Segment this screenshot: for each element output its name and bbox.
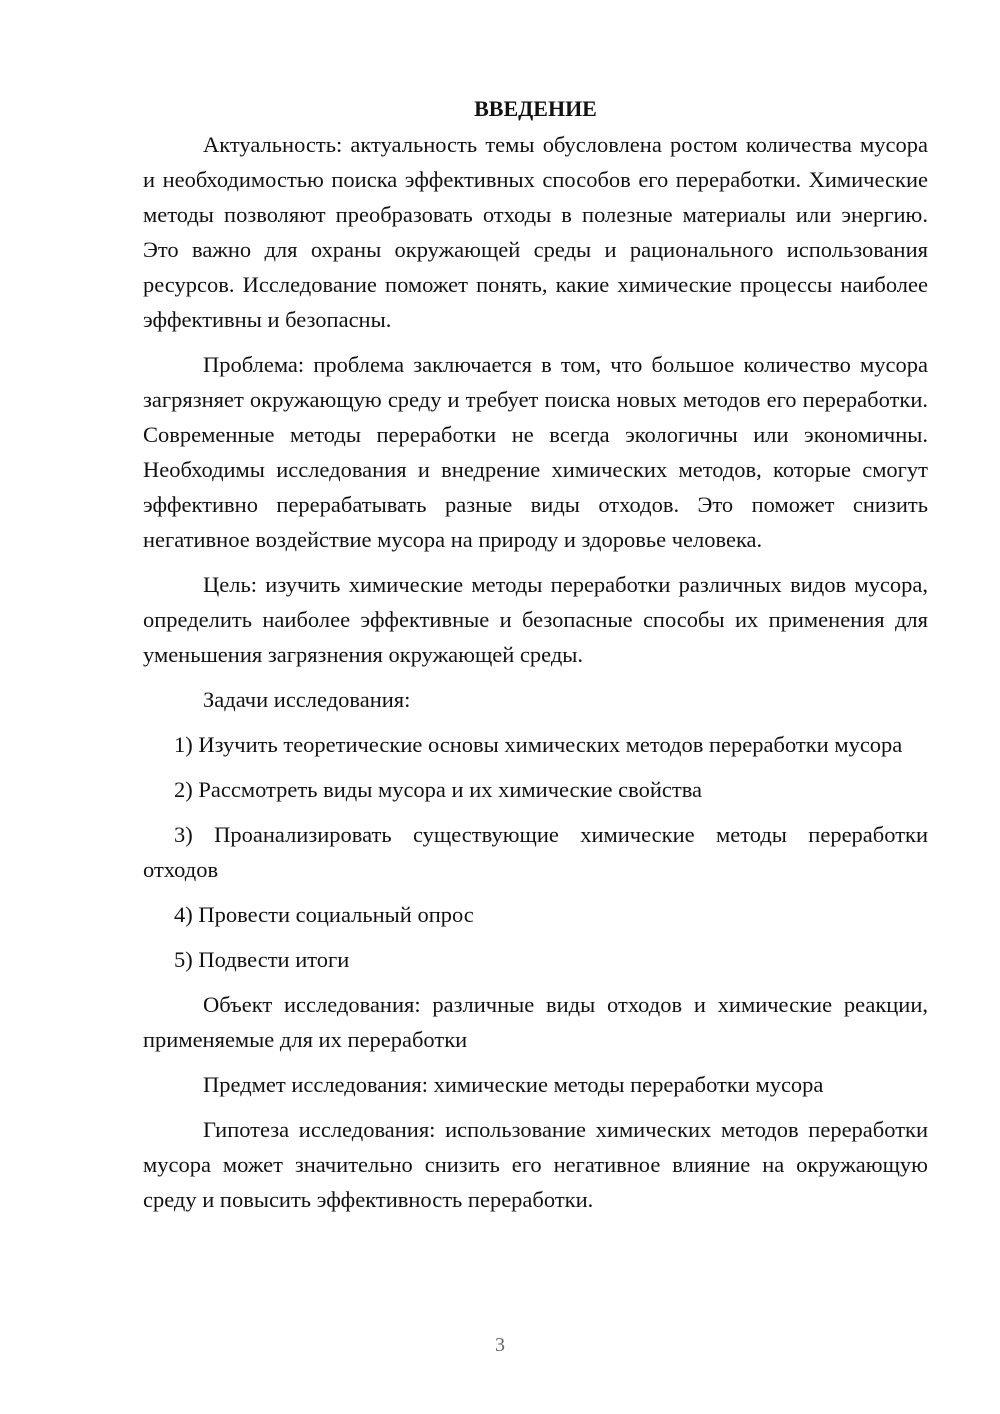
object-paragraph: Объект исследования: различные виды отходов и химические реакции, применяемые для их переработки bbox=[143, 992, 928, 1052]
task-item: 2) Рассмотреть виды мусора и их химические свойства bbox=[174, 777, 703, 802]
tasks-heading: Задачи исследования: bbox=[203, 687, 411, 712]
document-page bbox=[143, 93, 928, 1227]
task-item: 3) Проанализировать существующие химические методы переработки отходов bbox=[143, 822, 928, 882]
task-item: 1) Изучить теоретические основы химических методов переработки мусора bbox=[174, 732, 903, 757]
relevance-paragraph: Актуальность: актуальность темы обусловлена ростом количества мусора и необходимостью поиска эффективных способов его переработки. Химические методы позволяют преобразовать отходы в полезные материалы или энергию. Это важно для охраны окружающей среды и рационального использования ресурсов. Исследование поможет понять, какие химические процессы наиболее эффективны и безопасны. bbox=[143, 132, 928, 332]
goal-paragraph: Цель: изучить химические методы переработки различных видов мусора, определить наиболее эффективные и безопасные способы их применения для уменьшения загрязнения окружающей среды. bbox=[143, 572, 928, 667]
task-item: 5) Подвести итоги bbox=[174, 947, 350, 972]
problem-paragraph: Проблема: проблема заключается в том, что большое количество мусора загрязняет окружающую среду и требует поиска новых методов его переработки. Современные методы переработки не всегда экологичны или экономичны. Необходимы исследования и внедрение химических методов, которые смогут эффективно перерабатывать разные виды отходов. Это поможет снизить негативное воздействие мусора на природу и здоровье человека. bbox=[143, 352, 928, 552]
subject-paragraph: Предмет исследования: химические методы переработки мусора bbox=[203, 1072, 824, 1097]
section-title: ВВЕДЕНИЕ bbox=[474, 96, 597, 121]
task-item: 4) Провести социальный опрос bbox=[174, 902, 474, 927]
hypothesis-paragraph: Гипотеза исследования: использование химических методов переработки мусора может значительно снизить его негативное влияние на окружающую среду и повысить эффективность переработки. bbox=[143, 1117, 928, 1212]
page-number: 3 bbox=[495, 1334, 505, 1356]
